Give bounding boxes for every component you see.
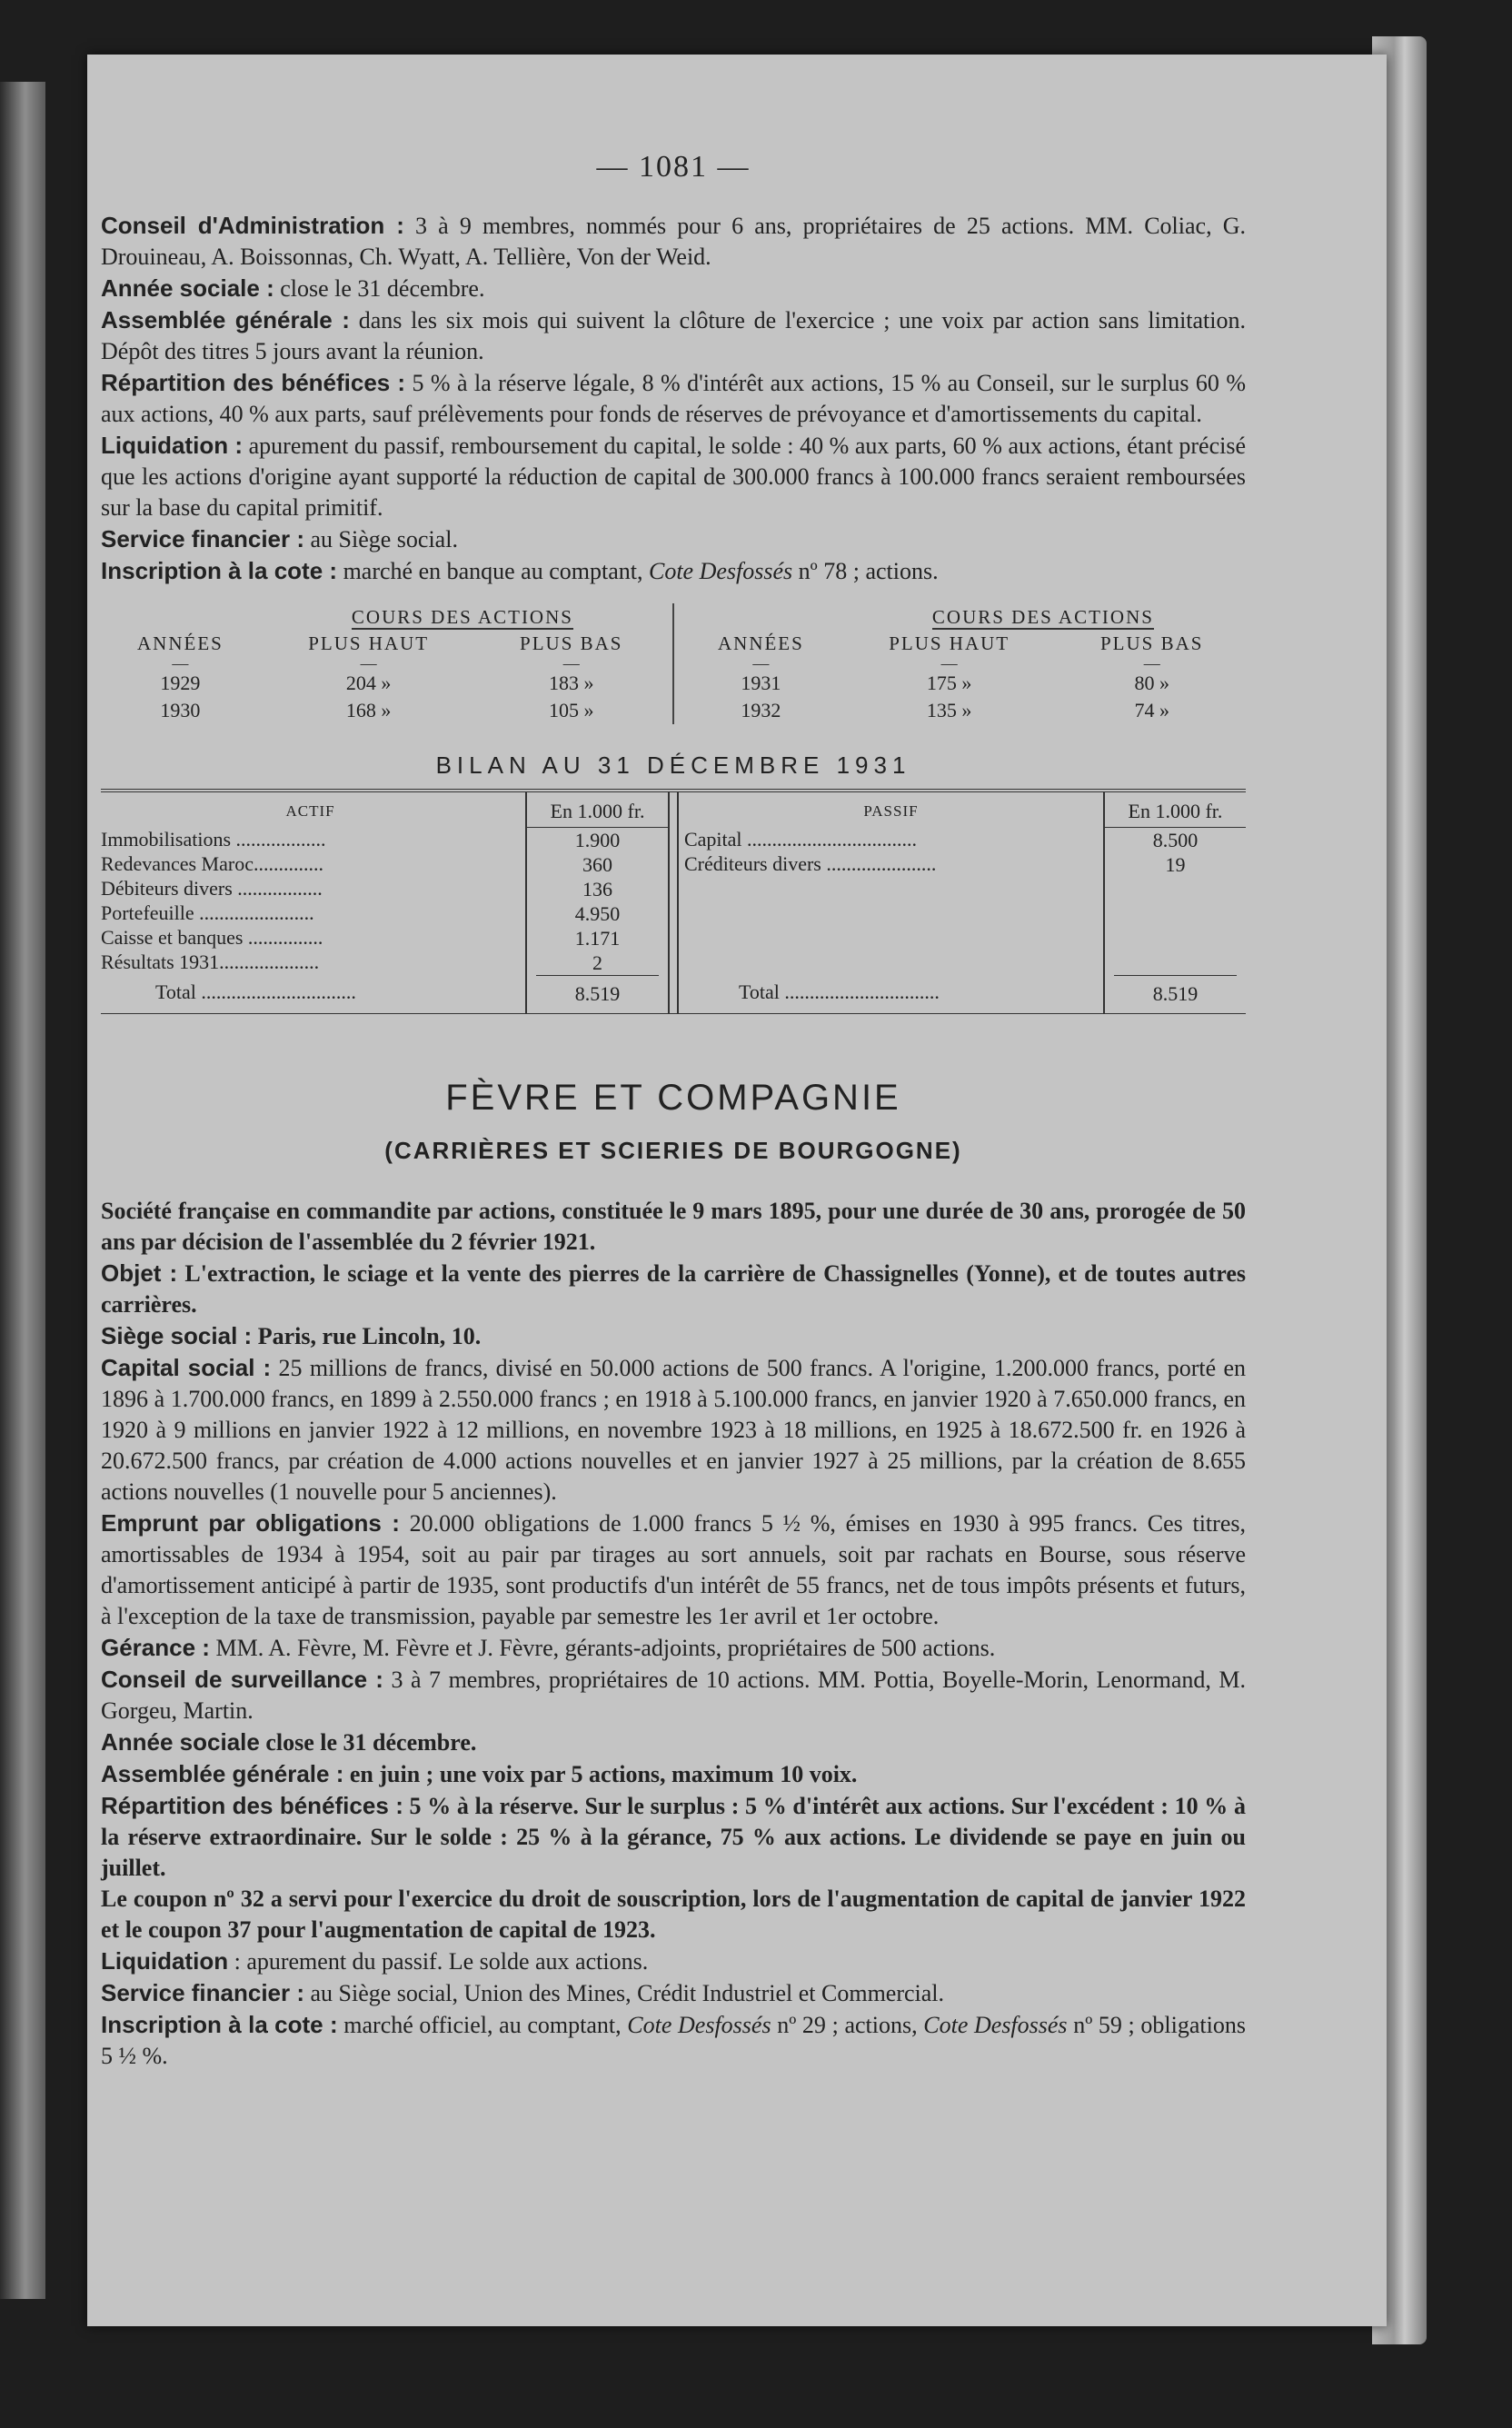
company-title: FÈVRE ET COMPAGNIE xyxy=(445,1078,901,1118)
bilan-table xyxy=(101,789,1246,1014)
inscription-company-text: marché officiel, au comptant, xyxy=(337,2012,628,2038)
list-item: Créditeurs divers ...................... xyxy=(683,852,937,875)
liquidation-text: apurement du passif, remboursement du capital, le solde : 40 % aux parts, 60 % aux actions, étant précisé que les actions d'origine ayant supporté la réduction de capital de 300.000 francs à 100.000 francs seraient remboursées sur la base du capital primitif. xyxy=(101,433,1247,521)
service-text: au Siège social. xyxy=(304,526,458,552)
page-content xyxy=(101,150,1246,2072)
service-company-text: au Siège social, Union des Mines, Crédit Industriel et Commercial. xyxy=(304,1980,945,2006)
inscription-ital: Cote Desfossés xyxy=(648,558,793,584)
actif-unit: En 1.000 fr. xyxy=(527,796,668,828)
repartition-label: Répartition des bénéfices : xyxy=(101,369,406,396)
bas-cell: 183 » xyxy=(549,672,594,694)
list-item-value: 19 xyxy=(1165,853,1186,876)
bas-cell: 80 » xyxy=(1134,672,1169,694)
annee-sociale-label: Année sociale xyxy=(101,1728,260,1756)
objet-paragraph xyxy=(101,1258,1246,1320)
liquidation-label: Liquidation : xyxy=(101,432,244,459)
liquidation-company-label: Liquidation xyxy=(101,1947,229,1975)
inscription-company-end: nº 59 ; obligations 5 ½ %. xyxy=(101,2012,1246,2069)
list-item-value: 4.950 xyxy=(574,902,621,925)
cours-divider xyxy=(672,603,674,724)
page-number: — 1081 — xyxy=(596,150,751,184)
bas-cell: 105 » xyxy=(549,699,594,721)
liquidation-company-text: : apurement du passif. Le solde aux actions. xyxy=(228,1948,649,1975)
col-bas: PLUS BAS xyxy=(1100,632,1204,654)
conseil-label: Conseil d'Administration : xyxy=(101,212,404,239)
gerance-paragraph xyxy=(101,1632,1246,1664)
surveillance-label: Conseil de surveillance : xyxy=(101,1666,383,1693)
company-subtitle: (CARRIÈRES ET SCIERIES DE BOURGOGNE) xyxy=(384,1137,962,1164)
table-row xyxy=(681,697,1246,724)
gerance-label: Gérance : xyxy=(101,1634,210,1661)
passif-total-label: Total ............................... xyxy=(738,980,940,1003)
cours-group-label: COURS DES ACTIONS xyxy=(351,606,573,628)
col-haut: PLUS HAUT xyxy=(308,632,430,654)
capital-paragraph xyxy=(101,1352,1246,1508)
actif-heading: ACTIF xyxy=(285,802,335,820)
inscription-paragraph xyxy=(101,555,1246,587)
list-item-value: 1.900 xyxy=(574,829,621,851)
service-company-paragraph xyxy=(101,1977,1246,2009)
conseil-paragraph xyxy=(101,210,1246,273)
list-item: Portefeuille ....................... xyxy=(101,901,314,924)
annee-cell: 1930 xyxy=(160,699,201,721)
assemblee-text: dans les six mois qui suivent la clôture de l'exercice ; une voix par action sans limitation. Dépôt des titres 5 jours avant la réunion. xyxy=(101,307,1246,364)
siege-text: Paris, rue Lincoln, 10. xyxy=(252,1323,482,1349)
surveillance-text: 3 à 7 membres, propriétaires de 10 actions. MM. Pottia, Boyelle-Morin, Lenormand, M. Gorgeu, Martin. xyxy=(101,1667,1247,1724)
repartition-paragraph xyxy=(101,367,1246,430)
list-item-value: 360 xyxy=(582,853,613,876)
actif-total-label: Total ............................... xyxy=(155,980,356,1003)
assemblee-generale-text: en juin ; une voix par 5 actions, maximum 10 voix. xyxy=(343,1761,858,1787)
col-annees: ANNÉES xyxy=(137,632,224,654)
passif-total-value: 8.519 xyxy=(1152,982,1199,1005)
haut-cell: 135 » xyxy=(926,699,972,721)
inscription-company-ital2: Cote Desfossés xyxy=(923,2012,1068,2038)
bilan-passif xyxy=(679,792,1246,1013)
company-intro: Société française en commandite par actions, constituée le 9 mars 1895, pour une durée de 30 ans, prorogée de 50 ans par décision de l'assemblée du 2 février 1921. xyxy=(101,1198,1246,1255)
table-row xyxy=(101,697,665,724)
bilan-title: BILAN AU 31 DÉCEMBRE 1931 xyxy=(435,751,911,779)
haut-cell: 175 » xyxy=(926,672,972,694)
inscription-company-ital1: Cote Desfossés xyxy=(627,2012,771,2038)
list-item-value: 1.171 xyxy=(574,927,621,950)
list-item: Redevances Maroc.............. xyxy=(101,852,323,875)
table-row xyxy=(681,670,1246,697)
conseil-text: 3 à 9 membres, nommés pour 6 ans, propriétaires de 25 actions. MM. Coliac, G. Drouineau, A. Boissonnas, Ch. Wyatt, A. Tellière, Von der Weid. xyxy=(101,213,1247,270)
list-item: Résultats 1931.................... xyxy=(101,950,320,973)
repartition-benefices-text: 5 % à la réserve. Sur le surplus : 5 % d'intérêt aux actions. Sur l'excédent : 10 % à la réserve extraordinaire. Sur le solde : 25 % à la gérance, 75 % aux actions. Le dividende se paye en juin ou juillet. xyxy=(101,1793,1246,1881)
haut-cell: 204 » xyxy=(345,672,392,694)
haut-cell: 168 » xyxy=(345,699,392,721)
annee-cell: 1932 xyxy=(741,699,781,721)
list-item-value: 8.500 xyxy=(1152,829,1199,851)
surveillance-paragraph xyxy=(101,1664,1246,1726)
col-haut: PLUS HAUT xyxy=(889,632,1010,654)
cours-table-left: COURS DES ACTIONS ANNÉES PLUS HAUT PLUS BAS — — — 1929 204 » 183 » 1930 168 » 105 » xyxy=(101,603,665,724)
table-row xyxy=(101,670,665,697)
liquidation-company-paragraph xyxy=(101,1945,1246,1977)
annee-sociale-paragraph xyxy=(101,1726,1246,1758)
bas-cell: 74 » xyxy=(1134,699,1169,721)
objet-label: Objet : xyxy=(101,1259,178,1287)
annee-cell: 1931 xyxy=(741,672,781,694)
service-company-label: Service financier : xyxy=(101,1979,304,2006)
annee-paragraph xyxy=(101,273,1246,304)
col-annees: ANNÉES xyxy=(717,632,804,654)
bilan-divider xyxy=(668,792,679,1013)
inscription-company-mid: nº 29 ; actions, xyxy=(771,2012,924,2038)
service-paragraph xyxy=(101,523,1246,555)
annee-sociale-text: close le 31 décembre. xyxy=(259,1729,477,1756)
list-item-value: 2 xyxy=(592,951,603,974)
passif-heading: PASSIF xyxy=(863,802,919,820)
emprunt-label: Emprunt par obligations : xyxy=(101,1509,400,1537)
passif-unit: En 1.000 fr. xyxy=(1105,796,1246,828)
assemblee-generale-paragraph xyxy=(101,1758,1246,1790)
repartition-benefices-label: Répartition des bénéfices : xyxy=(101,1792,403,1819)
repartition-benefices-paragraph xyxy=(101,1790,1246,1884)
actif-total-value: 8.519 xyxy=(574,982,621,1005)
document-page xyxy=(87,55,1387,2326)
col-bas: PLUS BAS xyxy=(520,632,623,654)
annee-label: Année sociale : xyxy=(101,274,274,302)
list-item-value: 136 xyxy=(582,878,613,901)
inscription-company-label: Inscription à la cote : xyxy=(101,2011,338,2038)
list-item: Débiteurs divers ................. xyxy=(101,877,323,900)
cours-table-right: COURS DES ACTIONS ANNÉES PLUS HAUT PLUS BAS — — — 1931 175 » 80 » 1932 135 » 74 » xyxy=(681,603,1246,724)
siege-paragraph xyxy=(101,1320,1246,1352)
assemblee-paragraph xyxy=(101,304,1246,367)
annee-text: close le 31 décembre. xyxy=(274,275,485,302)
service-label: Service financier : xyxy=(101,525,304,552)
inscription-company-paragraph xyxy=(101,2009,1246,2072)
bilan-actif xyxy=(101,792,668,1013)
gerance-text: MM. A. Fèvre, M. Fèvre et J. Fèvre, gérants-adjoints, propriétaires de 500 actions. xyxy=(209,1635,996,1661)
list-item: Capital .................................. xyxy=(683,828,917,851)
list-item: Immobilisations .................. xyxy=(101,828,326,851)
assemblee-label: Assemblée générale : xyxy=(101,306,350,333)
list-item: Caisse et banques ............... xyxy=(101,926,323,949)
emprunt-paragraph xyxy=(101,1508,1246,1632)
inscription-label: Inscription à la cote : xyxy=(101,557,338,584)
coupon-paragraph: Le coupon nº 32 a servi pour l'exercice du droit de souscription, lors de l'augmentation de capital de janvier 1922 et le coupon 37 pour l'augmentation de capital de 1923. xyxy=(101,1886,1246,1943)
assemblee-generale-label: Assemblée générale : xyxy=(101,1760,344,1787)
adjacent-page-edge xyxy=(0,82,45,2299)
siege-label: Siège social : xyxy=(101,1322,253,1349)
capital-label: Capital social : xyxy=(101,1354,272,1381)
objet-text: L'extraction, le sciage et la vente des pierres de la carrière de Chassignelles (Yonne), et de toutes autres carrières. xyxy=(101,1260,1246,1318)
cours-group-label: COURS DES ACTIONS xyxy=(931,606,1154,628)
cours-tables xyxy=(101,603,1246,724)
capital-text: 25 millions de francs, divisé en 50.000 actions de 500 francs. A l'origine, 1.200.000 francs, porté en 1896 à 1.700.000 francs, en 1899 à 2.550.000 francs ; en 1918 à 5.100.000 francs, en janvier 1920 à 7.650.000 francs, en 1920 à 9 millions en janvier 1922 à 12 millions, en novembre 1923 à 18 millions, en 1925 à 18.672.500 fr. en 1926 à 20.672.500 francs, par création de 4.000 actions nouvelles et en janvier 1927 à 25 millions, par la création de 8.655 actions nouvelles (1 nouvelle pour 5 anciennes). xyxy=(101,1355,1247,1505)
emprunt-text: 20.000 obligations de 1.000 francs 5 ½ %, émises en 1930 à 995 francs. Ces titres, amortissables de 1934 à 1954, soit au pair par tirages au sort annuels, soit par rachats en Bourse, sous réserve d'amortissement anticipé à partir de 1935, sont productifs d'un intérêt de 55 francs, net de tous impôts présents et futurs, à l'exception de la taxe de transmission, payable par semestre les 1er avril et 1er octobre. xyxy=(101,1510,1246,1629)
annee-cell: 1929 xyxy=(160,672,201,694)
liquidation-paragraph xyxy=(101,430,1246,523)
inscription-end: nº 78 ; actions. xyxy=(792,558,939,584)
inscription-text: marché en banque au comptant, xyxy=(337,558,649,584)
repartition-text: 5 % à la réserve légale, 8 % d'intérêt aux actions, 15 % au Conseil, sur le surplus 60 % aux actions, 40 % aux parts, sauf prélèvements pour fonds de réserves de prévoyance et d'amortissements du capital. xyxy=(101,370,1246,427)
